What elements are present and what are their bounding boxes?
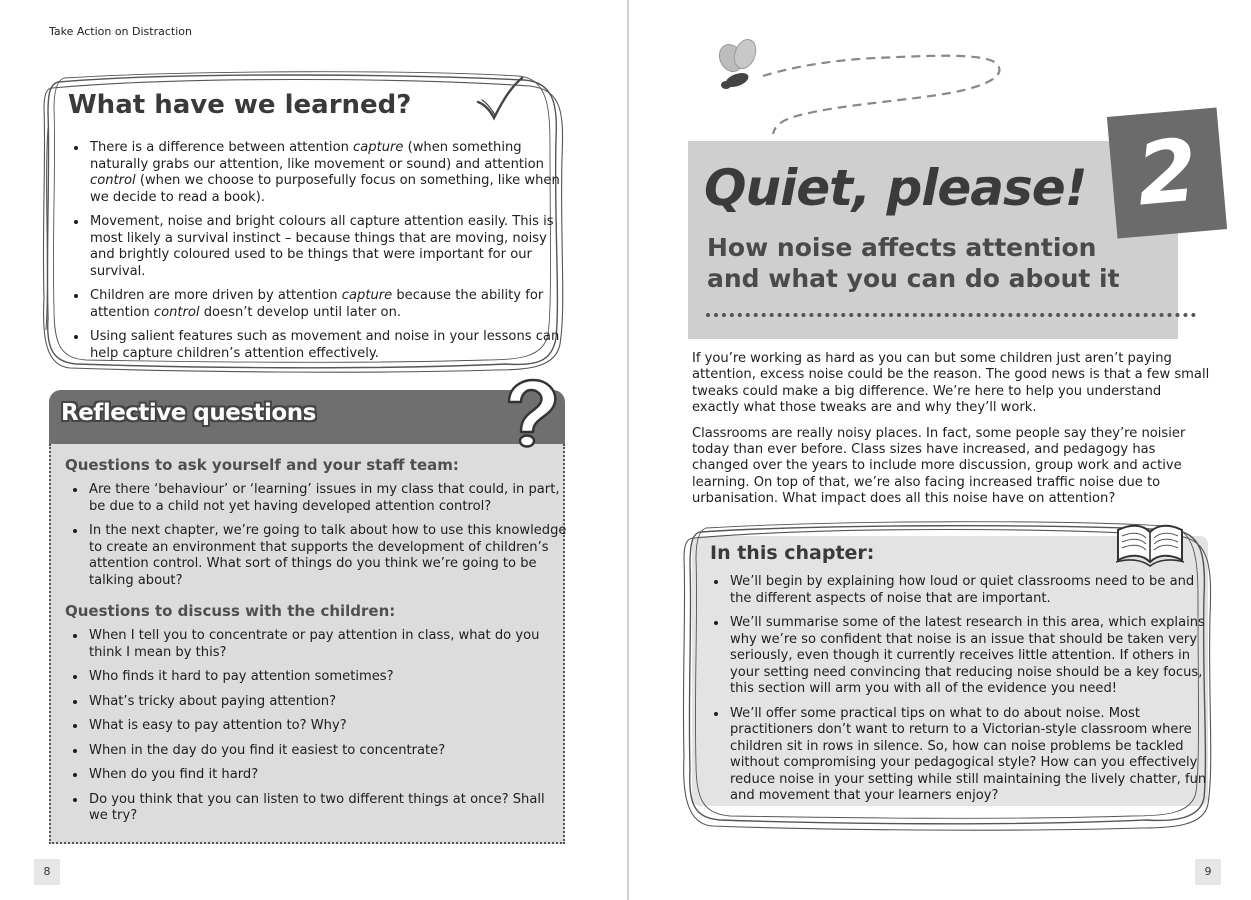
list-item: • Who finds it hard to pay attention sometimes? xyxy=(87,669,567,686)
learned-bullet: • Using salient features such as movement and noise in your lessons can help capture children’s attention effectively. xyxy=(88,329,570,362)
children-questions-list xyxy=(65,628,567,833)
list-item: • We’ll begin by explaining how loud or quiet classrooms need to be and the different aspects of noise that are important. xyxy=(728,574,1214,607)
learned-list xyxy=(66,140,570,370)
chapter-subtitle: How noise affects attention and what you can do about it xyxy=(707,233,1120,293)
reflective-questions-box xyxy=(49,390,565,846)
list-item: • Do you think that you can listen to two different things at once? Shall we try? xyxy=(87,792,567,825)
learned-bullet: • There is a difference between attention capture (when something naturally grabs our attention, like movement or sound) and attention control (when we choose to purposefully focus on something, like when we decide to read a book). xyxy=(88,140,570,206)
list-item: • When I tell you to concentrate or pay attention in class, what do you think I mean by this? xyxy=(87,628,567,661)
list-item: • When in the day do you find it easiest to concentrate? xyxy=(87,743,567,760)
children-questions-heading: Questions to discuss with the children: xyxy=(65,602,396,620)
checkmark-icon xyxy=(474,76,526,122)
intro-paragraph: If you’re working as hard as you can but some children just aren’t paying attention, excess noise could be the reason. The good news is that a few small tweaks could make a big difference. We’re here to help you understand exactly what those tweaks are and why they’ll work. xyxy=(692,351,1210,416)
in-this-chapter-box xyxy=(688,526,1208,828)
bee-icon xyxy=(715,38,1015,138)
staff-questions-heading: Questions to ask yourself and your staff team: xyxy=(65,456,459,474)
running-head: Take Action on Distraction xyxy=(49,25,192,38)
reflective-title: Reflective questions xyxy=(61,400,316,426)
reflective-body xyxy=(49,444,565,844)
question-mark-icon xyxy=(499,378,559,448)
list-item: • What is easy to pay attention to? Why? xyxy=(87,718,567,735)
learned-title: What have we learned? xyxy=(68,90,412,120)
list-item: • We’ll summarise some of the latest research in this area, which explains why we’re so confident that noise is an issue that should be taken very seriously, even though it currently receives little attention. If others in your setting need convincing that reducing noise should be a key focus, this section will arm you with all of the evidence you need! xyxy=(728,615,1214,698)
chapter-title: Quiet, please! xyxy=(704,159,1087,217)
in-this-chapter-title: In this chapter: xyxy=(710,542,875,564)
learned-bullet: • Movement, noise and bright colours all capture attention easily. This is most likely a survival instinct – because things that are moving, noisy and brightly coloured used to be things that were important for our survival. xyxy=(88,214,570,280)
list-item: • When do you find it hard? xyxy=(87,767,567,784)
list-item: • Are there ‘behaviour’ or ‘learning’ issues in my class that could, in part, be due to a child not yet having developed attention control? xyxy=(87,482,567,515)
page-number: 8 xyxy=(34,859,60,885)
chapter-intro xyxy=(692,351,1212,517)
staff-questions-list xyxy=(65,482,567,597)
book-icon xyxy=(1114,516,1186,570)
chapter-number-tab xyxy=(1107,107,1227,238)
learned-bullet: • Children are more driven by attention capture because the ability for attention control doesn’t develop until later on. xyxy=(88,288,570,321)
chapter-number: 2 xyxy=(1132,120,1202,226)
right-page xyxy=(629,0,1251,900)
list-item: • What’s tricky about paying attention? xyxy=(87,694,567,711)
dotted-divider xyxy=(706,313,1196,317)
reflective-header xyxy=(49,390,565,444)
list-item: • In the next chapter, we’re going to talk about how to use this knowledge to create an environment that supports the development of children’s attention control. What sort of things do you think we’re going to be talking about? xyxy=(87,523,567,589)
intro-paragraph: Classrooms are really noisy places. In fact, some people say they’re noisier today than ever before. Class sizes have increased, and pedagogy has changed over the years to include more discussion, group work and active learning. On top of that, we’re also facing increased traffic noise due to urbanisation. What impact does all this noise have on attention? xyxy=(692,425,1186,507)
in-this-chapter-list xyxy=(706,574,1214,813)
page-number: 9 xyxy=(1195,859,1221,885)
learned-box xyxy=(48,78,558,362)
list-item: • We’ll offer some practical tips on what to do about noise. Most practitioners don’t want to return to a Victorian-style classroom where children sit in rows in silence. So, how can noise problems be tackled without compromising your pedagogical style? How can you effectively reduce noise in your setting while still maintaining the lively chatter, fun and movement that your learners enjoy? xyxy=(728,706,1214,805)
